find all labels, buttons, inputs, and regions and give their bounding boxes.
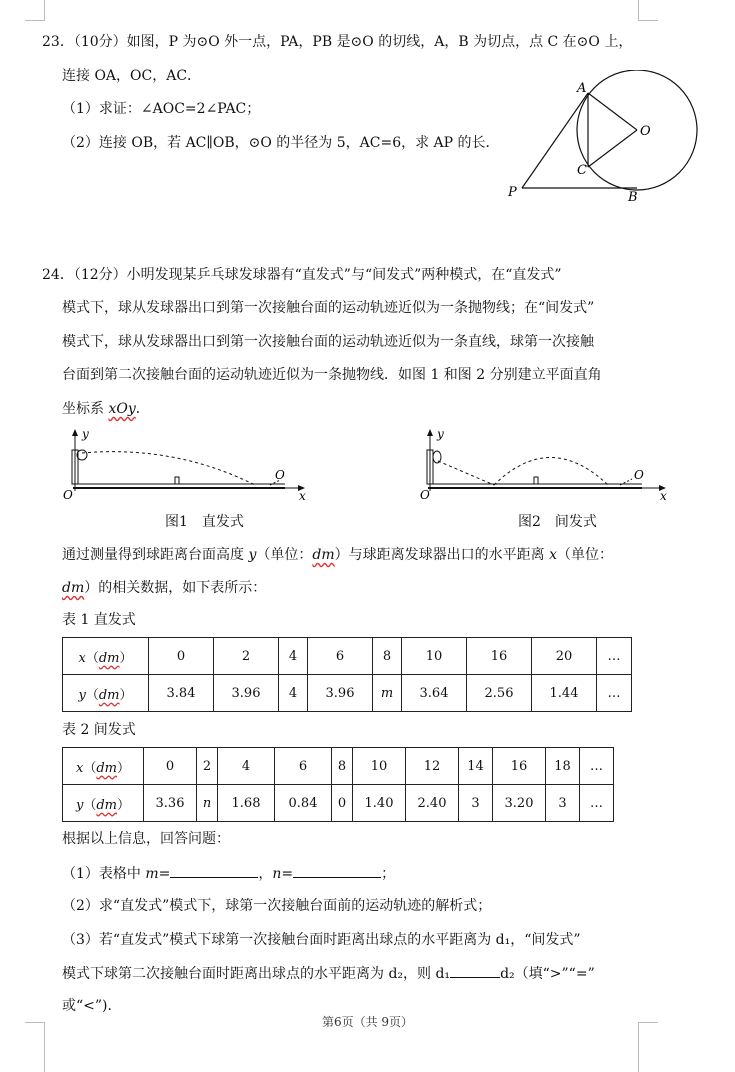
table-cell: 1.40 <box>353 785 406 822</box>
stem-text: （单位： <box>556 547 613 563</box>
stem-text: 通过测量得到球距离台面高度 <box>62 547 249 563</box>
table-cell: 3.36 <box>144 785 197 822</box>
y-axis-arrow <box>427 429 433 436</box>
table2-title: 表 2 间发式 <box>62 722 136 738</box>
unit-dm: dm <box>62 580 85 596</box>
q24-stem-line1: 24．（12分）小明发现某乒乓球发球器有“直发式”与“间发式”两种模式，在“直发式” <box>42 267 562 283</box>
table-net <box>175 477 179 484</box>
answer-blank-n[interactable] <box>293 863 381 878</box>
segment-oa <box>588 93 637 130</box>
table-cell: 3.84 <box>149 675 214 712</box>
table-cell: 10 <box>353 748 406 785</box>
crop-mark <box>638 0 639 20</box>
answer-intro: 根据以上信息，回答问题： <box>62 831 230 847</box>
table-cell: … <box>580 785 614 822</box>
table-cell: 4 <box>218 748 275 785</box>
row-header: y（dm） <box>63 675 149 712</box>
var-x: x <box>75 760 84 776</box>
q24-stem-line3: 模式下，球从发球器出口到第一次接触台面的运动轨迹近似为一条直线，球第一次接触 <box>62 334 594 350</box>
x-axis-label: x <box>299 489 306 503</box>
unit-dm: dm <box>96 760 117 776</box>
table-cell: 0.84 <box>275 785 332 822</box>
row-header: x（dm） <box>63 638 149 675</box>
unit-dm: dm <box>98 687 120 703</box>
table-row <box>63 638 632 675</box>
table-cell: … <box>597 675 632 712</box>
label-a: A <box>577 81 587 96</box>
q23-sub1: （1）求证：∠AOC=2∠PAC； <box>62 101 261 117</box>
q24-stem-line4: 台面到第二次接触台面的运动轨迹近似为一条抛物线．如图 1 和图 2 分别建立平面直角 <box>62 367 602 383</box>
q23-circle-figure <box>500 70 705 210</box>
stem-text: （1）表格中 <box>62 866 146 882</box>
figure-2-caption: 图2 间发式 <box>518 514 597 530</box>
stem-text: 坐标系 <box>62 401 109 417</box>
q23-stem-line2: 连接 OA，OC，AC． <box>62 68 202 84</box>
page-footer: 第6页（共 9页） <box>321 1015 414 1029</box>
var-x: x <box>78 650 86 666</box>
point-o-label: O <box>634 468 644 482</box>
x-axis-label: x <box>660 489 667 503</box>
q24-sub3-line3: 或“<”)． <box>62 998 122 1014</box>
y-axis-arrow <box>72 429 78 436</box>
q24-sub1 <box>62 863 395 884</box>
stem-text: 模式下球第二次接触台面时距离出球点的水平距离为 d₂，则 d₁ <box>62 966 451 982</box>
stem-text: = <box>158 866 171 882</box>
table-cell: m <box>373 675 402 712</box>
table-cell: 18 <box>546 748 580 785</box>
q23-stem-line1: 23．（10分）如图，P 为⊙O 外一点，PA，PB 是⊙O 的切线，A，B 为切点，点 C 在⊙O 上， <box>42 34 633 50</box>
row-header: x（dm） <box>63 748 144 785</box>
table-cell: 0 <box>144 748 197 785</box>
var-n: n <box>272 866 282 882</box>
ball-trajectory-straight <box>438 461 494 485</box>
table-2-interval-mode <box>62 747 614 822</box>
var-y: y <box>248 547 257 563</box>
stem-text: ）的相关数据，如下表所示： <box>84 580 267 596</box>
var-m: m <box>145 866 159 882</box>
table-cell: 1.68 <box>218 785 275 822</box>
q24-stem-line5 <box>62 399 150 419</box>
measurement-line1 <box>62 545 613 565</box>
table1-title: 表 1 直发式 <box>62 612 136 628</box>
table-cell: 2 <box>214 638 279 675</box>
table-cell: 6 <box>308 638 373 675</box>
table-cell: 16 <box>467 638 532 675</box>
stem-text: ； <box>381 866 396 882</box>
label-p: P <box>508 185 517 200</box>
segment-oc <box>588 130 637 167</box>
table-cell: 20 <box>532 638 597 675</box>
answer-blank-m[interactable] <box>170 863 258 878</box>
table-cell: 6 <box>275 748 332 785</box>
var-y: y <box>78 687 86 703</box>
table-net <box>534 477 538 484</box>
crop-mark <box>25 20 45 21</box>
crop-mark <box>44 0 45 20</box>
table-cell: 2 <box>197 748 218 785</box>
table-cell: 3.96 <box>308 675 373 712</box>
stem-text: ． <box>135 401 150 417</box>
figure-2-interval-mode <box>410 425 675 505</box>
table-cell: 0 <box>149 638 214 675</box>
y-axis-label: y <box>437 427 444 441</box>
stem-text: （单位： <box>256 547 313 563</box>
row-header: y（dm） <box>63 785 144 822</box>
stem-text: ， <box>258 866 273 882</box>
label-o: O <box>640 124 651 139</box>
table-cell: 3 <box>546 785 580 822</box>
table-cell: 14 <box>459 748 493 785</box>
q23-sub2: （2）连接 OB，若 AC∥OB，⊙O 的半径为 5，AC=6，求 AP 的长． <box>62 135 500 151</box>
figure-1-caption: 图1 直发式 <box>165 514 244 530</box>
crop-mark <box>638 20 658 21</box>
label-c: C <box>577 163 587 178</box>
q24-sub3-line1: （3）若“直发式”模式下球第一次接触台面时距离出球点的水平距离为 d₁，“间发式” <box>62 932 581 948</box>
table-row <box>63 675 632 712</box>
table-cell: … <box>580 748 614 785</box>
unit-dm: dm <box>98 650 120 666</box>
answer-blank-compare[interactable] <box>450 963 500 978</box>
table-cell: 3 <box>459 785 493 822</box>
coord-system-name: xOy <box>108 401 136 417</box>
unit-dm: dm <box>96 797 117 813</box>
stem-text: ）与球距离发球器出口的水平距离 <box>334 547 550 563</box>
table-cell: 3.64 <box>402 675 467 712</box>
table-row <box>63 785 614 822</box>
origin-label: O <box>420 488 430 502</box>
var-y: y <box>75 797 84 813</box>
launcher-head <box>433 451 441 463</box>
table-cell: 16 <box>493 748 546 785</box>
figure-1-direct-mode <box>55 425 315 505</box>
table-cell: 8 <box>332 748 353 785</box>
unit-dm: dm <box>312 547 335 563</box>
y-axis-label: y <box>82 427 89 441</box>
table-cell: 8 <box>373 638 402 675</box>
table-cell: n <box>197 785 218 822</box>
table-cell: 1.44 <box>532 675 597 712</box>
stem-text: = <box>281 866 294 882</box>
q24-stem-line2: 模式下，球从发球器出口到第一次接触台面的运动轨迹近似为一条抛物线；在“间发式” <box>62 300 595 316</box>
table-cell: 2.40 <box>406 785 459 822</box>
table-cell: 10 <box>402 638 467 675</box>
ball-trajectory-parabola <box>494 458 608 486</box>
table-cell: 3.96 <box>214 675 279 712</box>
point-o-label: O <box>275 468 285 482</box>
table-cell: 4 <box>279 675 308 712</box>
table-row <box>63 748 614 785</box>
table-1-direct-mode <box>62 637 632 712</box>
table-cell: 2.56 <box>467 675 532 712</box>
table-cell: 12 <box>406 748 459 785</box>
ball-trajectory <box>82 452 255 485</box>
stem-text: d₂（填“>”“=” <box>500 966 595 982</box>
q24-sub3-line2 <box>62 963 595 984</box>
origin-label: O <box>63 488 73 502</box>
label-b: B <box>628 190 638 205</box>
q24-sub2: （2）求“直发式”模式下，球第一次接触台面前的运动轨迹的解析式； <box>62 898 492 914</box>
table-cell: 3.20 <box>493 785 546 822</box>
measurement-line2 <box>62 578 266 598</box>
table-cell: 0 <box>332 785 353 822</box>
table-cell: 4 <box>279 638 308 675</box>
table-cell: … <box>597 638 632 675</box>
var-x: x <box>549 547 557 563</box>
